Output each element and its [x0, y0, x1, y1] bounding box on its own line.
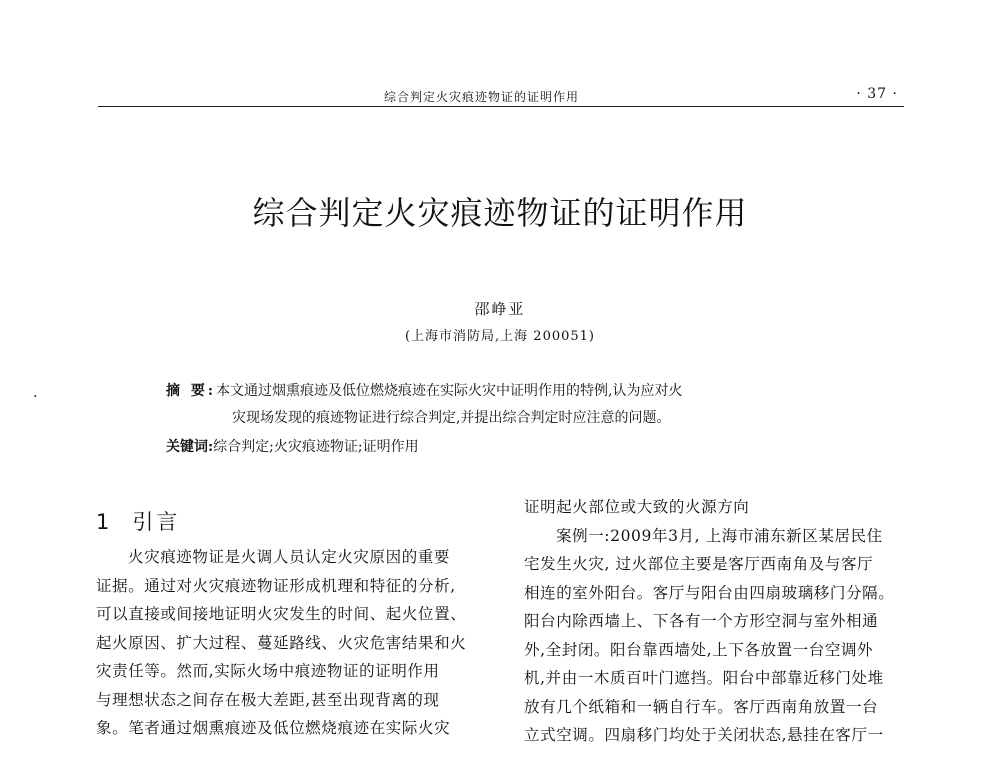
section-heading	[96, 506, 180, 536]
abstract-text-1: 本文通过烟熏痕迹及低位燃烧痕迹在实际火灾中证明作用的特例,认为应对火	[216, 383, 683, 399]
left-line: 象。笔者通过烟熏痕迹及低位燃烧痕迹在实际火灾	[96, 719, 451, 737]
left-line: 可以直接或间接地证明火灾发生的时间、起火位置、	[96, 605, 467, 623]
right-line: 放有几个纸箱和一辆自行车。客厅西南角放置一台	[524, 697, 879, 716]
section-title: 引言	[132, 510, 181, 534]
left-line: 火灾痕迹物证是火调人员认定火灾原因的重要	[128, 548, 451, 566]
left-line: 与理想状态之间存在极大差距,甚至出现背离的现	[96, 690, 440, 709]
left-line: 起火原因、扩大过程、蔓延路线、火灾危害结果和火	[96, 633, 467, 652]
right-line: 证明起火部位或大致的火源方向	[524, 498, 750, 516]
keywords-label: 关键词:	[166, 439, 214, 455]
abstract-line-1	[166, 378, 856, 405]
right-line: 阳台内除西墙上、下各有一个方形空洞与室外相通	[524, 612, 879, 630]
keywords-text: 综合判定;火灾痕迹物证;证明作用	[213, 439, 419, 455]
abstract	[166, 378, 856, 432]
keywords	[166, 434, 856, 461]
right-line: 立式空调。四扇移门均处于关闭状态,悬挂在客厅一	[524, 726, 884, 744]
right-line: 机,并由一木质百叶门遮挡。阳台中部靠近移门处堆	[524, 669, 884, 687]
abstract-line-2: 灾现场发现的痕迹物证进行综合判定,并提出综合判定时应注意的问题。	[232, 410, 671, 426]
right-line: 外,全封闭。阳台靠西墙处,上下各放置一台空调外	[524, 640, 874, 659]
section-number: 1	[96, 510, 113, 534]
affiliation: (上海市消防局,上海 200051)	[404, 329, 596, 344]
right-line: 案例一:2009年3月, 上海市浦东新区某居民住	[556, 526, 883, 545]
right-column	[524, 493, 918, 750]
margin-mark: ·	[33, 389, 38, 405]
right-line: 宅发生火灾, 过火部位主要是客厅西南角及与客厅	[524, 555, 874, 573]
running-header	[98, 84, 904, 107]
page-number: · 37 ·	[856, 86, 898, 102]
abstract-label: 摘 要:	[166, 383, 217, 399]
left-line: 证据。通过对火灾痕迹物证形成机理和特征的分析,	[96, 576, 456, 595]
paper-title: 综合判定火灾痕迹物证的证明作用	[252, 194, 748, 232]
left-column	[96, 543, 490, 743]
running-title: 综合判定火灾痕迹物证的证明作用	[384, 90, 580, 104]
right-line: 相连的室外阳台。客厅与阳台由四扇玻璃移门分隔。	[524, 583, 895, 602]
author: 邵峥亚	[474, 300, 526, 318]
left-line: 灾责任等。然而,实际火场中痕迹物证的证明作用	[96, 662, 440, 680]
